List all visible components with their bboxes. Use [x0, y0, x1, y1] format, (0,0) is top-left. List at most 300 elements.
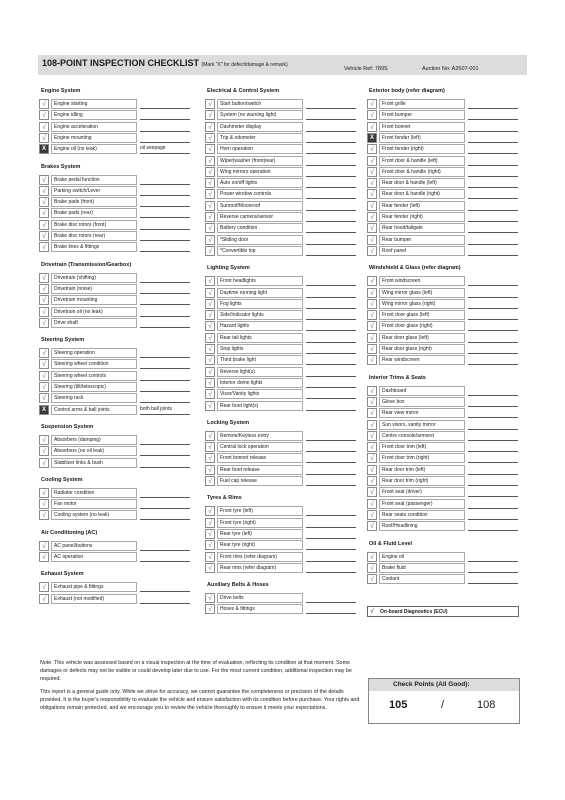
- remark-field[interactable]: [468, 333, 518, 343]
- checklist-row[interactable]: [367, 167, 519, 177]
- checklist-row[interactable]: [39, 393, 191, 403]
- remark-field[interactable]: [468, 386, 518, 396]
- checklist-row[interactable]: [367, 276, 519, 286]
- checklist-row[interactable]: [205, 593, 357, 603]
- check-mark[interactable]: √: [205, 506, 215, 516]
- checklist-row[interactable]: [205, 212, 357, 222]
- checklist-row[interactable]: [205, 201, 357, 211]
- checklist-row[interactable]: [205, 367, 357, 377]
- check-mark[interactable]: √: [205, 99, 215, 109]
- checklist-row[interactable]: [39, 295, 191, 305]
- remark-field[interactable]: [140, 499, 190, 509]
- checklist-row[interactable]: [205, 189, 357, 199]
- checklist-row[interactable]: [205, 99, 357, 109]
- remark-field[interactable]: [306, 506, 356, 516]
- remark-field[interactable]: [468, 344, 518, 354]
- check-mark[interactable]: √: [205, 465, 215, 475]
- remark-field[interactable]: [468, 499, 518, 509]
- check-mark[interactable]: √: [367, 321, 377, 331]
- checklist-row[interactable]: [39, 318, 191, 328]
- remark-field[interactable]: [306, 144, 356, 154]
- remark-field[interactable]: [140, 175, 190, 185]
- check-mark[interactable]: √: [205, 344, 215, 354]
- check-mark[interactable]: √: [39, 318, 49, 328]
- remark-field[interactable]: [306, 465, 356, 475]
- remark-field[interactable]: [306, 156, 356, 166]
- remark-field[interactable]: [306, 604, 356, 614]
- remark-field[interactable]: [140, 231, 190, 241]
- checklist-row[interactable]: [367, 397, 519, 407]
- check-mark[interactable]: √: [205, 189, 215, 199]
- checklist-row[interactable]: [205, 288, 357, 298]
- checklist-row[interactable]: [367, 178, 519, 188]
- remark-field[interactable]: [468, 563, 518, 573]
- checklist-row[interactable]: [205, 604, 357, 614]
- remark-field[interactable]: [140, 318, 190, 328]
- checklist-row[interactable]: [367, 552, 519, 562]
- check-mark[interactable]: √: [205, 110, 215, 120]
- remark-field[interactable]: [306, 389, 356, 399]
- remark-field[interactable]: both ball joints: [140, 405, 190, 415]
- remark-field[interactable]: [140, 273, 190, 283]
- check-mark[interactable]: √: [39, 488, 49, 498]
- check-mark[interactable]: √: [367, 333, 377, 343]
- remark-field[interactable]: [468, 487, 518, 497]
- checklist-row[interactable]: [205, 355, 357, 365]
- remark-field[interactable]: [468, 397, 518, 407]
- check-mark[interactable]: √: [39, 446, 49, 456]
- checklist-row[interactable]: [39, 284, 191, 294]
- checklist-row[interactable]: [39, 110, 191, 120]
- check-mark[interactable]: √: [39, 99, 49, 109]
- checklist-row[interactable]: [39, 99, 191, 109]
- remark-field[interactable]: [468, 310, 518, 320]
- remark-field[interactable]: [306, 178, 356, 188]
- remark-field[interactable]: [140, 359, 190, 369]
- remark-field[interactable]: [468, 99, 518, 109]
- check-mark[interactable]: √: [367, 156, 377, 166]
- remark-field[interactable]: [468, 246, 518, 256]
- checklist-row[interactable]: [205, 552, 357, 562]
- remark-field[interactable]: [140, 541, 190, 551]
- remark-field[interactable]: [140, 110, 190, 120]
- remark-field[interactable]: [306, 367, 356, 377]
- check-mark[interactable]: √: [367, 499, 377, 509]
- checklist-row[interactable]: [205, 378, 357, 388]
- remark-field[interactable]: [468, 442, 518, 452]
- remark-field[interactable]: [468, 201, 518, 211]
- checklist-row[interactable]: [367, 465, 519, 475]
- remark-field[interactable]: [140, 552, 190, 562]
- check-mark[interactable]: √: [39, 208, 49, 218]
- check-mark[interactable]: √: [39, 197, 49, 207]
- check-mark[interactable]: √: [39, 393, 49, 403]
- remark-field[interactable]: [468, 453, 518, 463]
- remark-field[interactable]: [468, 510, 518, 520]
- checklist-row[interactable]: [367, 344, 519, 354]
- checklist-row[interactable]: [367, 510, 519, 520]
- checklist-row[interactable]: [39, 307, 191, 317]
- checklist-row[interactable]: [205, 144, 357, 154]
- check-mark[interactable]: √: [39, 242, 49, 252]
- remark-field[interactable]: [306, 378, 356, 388]
- check-mark[interactable]: √: [367, 397, 377, 407]
- remark-field[interactable]: [306, 110, 356, 120]
- remark-field[interactable]: [468, 223, 518, 233]
- checklist-row[interactable]: [367, 563, 519, 573]
- check-mark[interactable]: √: [205, 431, 215, 441]
- check-mark[interactable]: √: [205, 167, 215, 177]
- checklist-row[interactable]: [367, 99, 519, 109]
- check-mark[interactable]: √: [367, 552, 377, 562]
- check-mark[interactable]: √: [39, 371, 49, 381]
- checklist-row[interactable]: [39, 208, 191, 218]
- check-mark[interactable]: √: [205, 178, 215, 188]
- checklist-row[interactable]: [205, 110, 357, 120]
- checklist-row[interactable]: [205, 235, 357, 245]
- checklist-row[interactable]: [367, 321, 519, 331]
- checklist-row[interactable]: [367, 431, 519, 441]
- remark-field[interactable]: [468, 167, 518, 177]
- check-mark[interactable]: √: [39, 284, 49, 294]
- check-mark[interactable]: √: [367, 408, 377, 418]
- check-mark[interactable]: √: [367, 431, 377, 441]
- checklist-row[interactable]: [205, 540, 357, 550]
- checklist-row[interactable]: [39, 359, 191, 369]
- remark-field[interactable]: [306, 453, 356, 463]
- check-mark[interactable]: √: [39, 458, 49, 468]
- check-mark[interactable]: √: [367, 144, 377, 154]
- check-mark[interactable]: √: [367, 487, 377, 497]
- check-mark[interactable]: √: [367, 310, 377, 320]
- check-mark[interactable]: √: [39, 348, 49, 358]
- checklist-row[interactable]: [205, 442, 357, 452]
- check-mark[interactable]: √: [367, 235, 377, 245]
- remark-field[interactable]: [468, 156, 518, 166]
- check-mark[interactable]: √: [367, 574, 377, 584]
- checklist-row[interactable]: [205, 299, 357, 309]
- checklist-row[interactable]: [205, 133, 357, 143]
- checklist-row[interactable]: [205, 506, 357, 516]
- check-mark[interactable]: √: [205, 401, 215, 411]
- check-mark[interactable]: √: [39, 110, 49, 120]
- check-mark[interactable]: √: [367, 476, 377, 486]
- check-mark[interactable]: √: [367, 453, 377, 463]
- check-mark[interactable]: √: [39, 552, 49, 562]
- checklist-row[interactable]: [39, 231, 191, 241]
- check-mark[interactable]: √: [39, 186, 49, 196]
- remark-field[interactable]: [140, 284, 190, 294]
- remark-field[interactable]: [306, 321, 356, 331]
- check-mark[interactable]: √: [367, 276, 377, 286]
- remark-field[interactable]: [468, 574, 518, 584]
- remark-field[interactable]: [468, 189, 518, 199]
- check-mark[interactable]: √: [39, 510, 49, 520]
- check-mark[interactable]: √: [367, 510, 377, 520]
- remark-field[interactable]: [140, 371, 190, 381]
- checklist-row[interactable]: [205, 310, 357, 320]
- remark-field[interactable]: [306, 223, 356, 233]
- remark-field[interactable]: [140, 242, 190, 252]
- remark-field[interactable]: [306, 189, 356, 199]
- remark-field[interactable]: [306, 476, 356, 486]
- remark-field[interactable]: [468, 521, 518, 531]
- check-mark[interactable]: √: [205, 133, 215, 143]
- remark-field[interactable]: [468, 133, 518, 143]
- check-mark[interactable]: √: [367, 465, 377, 475]
- checklist-row[interactable]: [205, 178, 357, 188]
- remark-field[interactable]: [306, 442, 356, 452]
- check-mark[interactable]: √: [39, 220, 49, 230]
- checklist-row[interactable]: [367, 110, 519, 120]
- remark-field[interactable]: [306, 299, 356, 309]
- remark-field[interactable]: [468, 355, 518, 365]
- remark-field[interactable]: [140, 488, 190, 498]
- check-mark[interactable]: √: [367, 521, 377, 531]
- remark-field[interactable]: [468, 110, 518, 120]
- checklist-row[interactable]: [205, 333, 357, 343]
- checklist-row[interactable]: [367, 574, 519, 584]
- remark-field[interactable]: [306, 333, 356, 343]
- remark-field[interactable]: [140, 510, 190, 520]
- check-mark[interactable]: √: [205, 212, 215, 222]
- remark-field[interactable]: [306, 355, 356, 365]
- remark-field[interactable]: [140, 458, 190, 468]
- checklist-row[interactable]: [367, 246, 519, 256]
- check-mark[interactable]: √: [367, 167, 377, 177]
- checklist-row[interactable]: [39, 175, 191, 185]
- obd-row[interactable]: [367, 606, 519, 617]
- checklist-row[interactable]: [205, 453, 357, 463]
- check-mark[interactable]: √: [205, 518, 215, 528]
- check-mark[interactable]: √: [205, 529, 215, 539]
- remark-field[interactable]: [468, 431, 518, 441]
- remark-field[interactable]: [140, 208, 190, 218]
- remark-field[interactable]: [468, 178, 518, 188]
- defect-mark[interactable]: X: [39, 144, 49, 154]
- checklist-row[interactable]: [39, 382, 191, 392]
- checklist-row[interactable]: [367, 499, 519, 509]
- check-mark[interactable]: √: [205, 333, 215, 343]
- checklist-row[interactable]: [367, 442, 519, 452]
- checklist-row[interactable]: [367, 144, 519, 154]
- remark-field[interactable]: [140, 582, 190, 592]
- checklist-row[interactable]: [205, 389, 357, 399]
- checklist-row[interactable]: [39, 273, 191, 283]
- check-mark[interactable]: √: [205, 144, 215, 154]
- checklist-row[interactable]: [205, 321, 357, 331]
- check-mark[interactable]: √: [39, 307, 49, 317]
- remark-field[interactable]: [306, 593, 356, 603]
- remark-field[interactable]: [468, 235, 518, 245]
- check-mark[interactable]: √: [367, 178, 377, 188]
- remark-field[interactable]: [306, 122, 356, 132]
- check-mark[interactable]: √: [39, 273, 49, 283]
- check-mark[interactable]: √: [205, 593, 215, 603]
- check-mark[interactable]: √: [39, 359, 49, 369]
- remark-field[interactable]: [140, 348, 190, 358]
- check-mark[interactable]: √: [367, 99, 377, 109]
- checklist-row[interactable]: [367, 189, 519, 199]
- checklist-row[interactable]: [367, 476, 519, 486]
- check-mark[interactable]: √: [367, 563, 377, 573]
- check-mark[interactable]: √: [367, 299, 377, 309]
- check-mark[interactable]: √: [367, 355, 377, 365]
- remark-field[interactable]: [306, 431, 356, 441]
- check-mark[interactable]: √: [205, 223, 215, 233]
- check-mark[interactable]: √: [39, 499, 49, 509]
- remark-field[interactable]: [468, 276, 518, 286]
- remark-field[interactable]: [140, 594, 190, 604]
- checklist-row[interactable]: [205, 344, 357, 354]
- check-mark[interactable]: √: [39, 582, 49, 592]
- checklist-row[interactable]: [205, 476, 357, 486]
- remark-field[interactable]: [468, 144, 518, 154]
- checklist-row[interactable]: [39, 405, 191, 415]
- checklist-row[interactable]: [39, 371, 191, 381]
- checklist-row[interactable]: [367, 453, 519, 463]
- remark-field[interactable]: [140, 186, 190, 196]
- checklist-row[interactable]: [205, 246, 357, 256]
- check-mark[interactable]: √: [367, 223, 377, 233]
- checklist-row[interactable]: [205, 122, 357, 132]
- check-mark[interactable]: √: [205, 201, 215, 211]
- checklist-row[interactable]: [367, 235, 519, 245]
- check-mark[interactable]: √: [367, 386, 377, 396]
- check-mark[interactable]: √: [205, 378, 215, 388]
- check-mark[interactable]: √: [39, 541, 49, 551]
- remark-field[interactable]: oil seepage: [140, 144, 190, 154]
- checklist-row[interactable]: [205, 167, 357, 177]
- remark-field[interactable]: [306, 540, 356, 550]
- checklist-row[interactable]: [205, 276, 357, 286]
- checklist-row[interactable]: [367, 355, 519, 365]
- checklist-row[interactable]: [367, 310, 519, 320]
- remark-field[interactable]: [306, 310, 356, 320]
- check-mark[interactable]: √: [39, 175, 49, 185]
- checklist-row[interactable]: [39, 197, 191, 207]
- check-mark[interactable]: √: [39, 133, 49, 143]
- remark-field[interactable]: [140, 295, 190, 305]
- checklist-row[interactable]: [367, 156, 519, 166]
- remark-field[interactable]: [306, 344, 356, 354]
- checklist-row[interactable]: [39, 133, 191, 143]
- remark-field[interactable]: [306, 167, 356, 177]
- check-mark[interactable]: √: [205, 321, 215, 331]
- check-mark[interactable]: √: [205, 453, 215, 463]
- check-mark[interactable]: √: [367, 189, 377, 199]
- remark-field[interactable]: [468, 476, 518, 486]
- check-mark[interactable]: √: [39, 435, 49, 445]
- remark-field[interactable]: [468, 212, 518, 222]
- checklist-row[interactable]: [367, 521, 519, 531]
- checklist-row[interactable]: [205, 401, 357, 411]
- checklist-row[interactable]: [39, 144, 191, 154]
- check-mark[interactable]: √: [205, 389, 215, 399]
- check-mark[interactable]: √: [39, 122, 49, 132]
- remark-field[interactable]: [306, 563, 356, 573]
- check-mark[interactable]: √: [205, 355, 215, 365]
- remark-field[interactable]: [140, 220, 190, 230]
- checklist-row[interactable]: [39, 435, 191, 445]
- check-mark[interactable]: √: [39, 231, 49, 241]
- check-mark[interactable]: √: [205, 299, 215, 309]
- check-mark[interactable]: √: [205, 367, 215, 377]
- remark-field[interactable]: [140, 197, 190, 207]
- check-mark[interactable]: √: [367, 344, 377, 354]
- checklist-row[interactable]: [39, 122, 191, 132]
- check-mark[interactable]: √: [205, 476, 215, 486]
- remark-field[interactable]: [468, 299, 518, 309]
- checklist-row[interactable]: [39, 488, 191, 498]
- remark-field[interactable]: [468, 321, 518, 331]
- checklist-row[interactable]: [39, 220, 191, 230]
- remark-field[interactable]: [468, 420, 518, 430]
- remark-field[interactable]: [468, 465, 518, 475]
- check-mark[interactable]: √: [205, 563, 215, 573]
- remark-field[interactable]: [306, 518, 356, 528]
- remark-field[interactable]: [140, 393, 190, 403]
- remark-field[interactable]: [140, 435, 190, 445]
- checklist-row[interactable]: [205, 465, 357, 475]
- checklist-row[interactable]: [367, 122, 519, 132]
- checklist-row[interactable]: [367, 420, 519, 430]
- checklist-row[interactable]: [39, 186, 191, 196]
- checklist-row[interactable]: [367, 223, 519, 233]
- remark-field[interactable]: [140, 133, 190, 143]
- check-mark[interactable]: √: [205, 540, 215, 550]
- remark-field[interactable]: [468, 122, 518, 132]
- remark-field[interactable]: [306, 529, 356, 539]
- remark-field[interactable]: [306, 133, 356, 143]
- remark-field[interactable]: [140, 99, 190, 109]
- checklist-row[interactable]: [205, 563, 357, 573]
- check-mark[interactable]: √: [367, 212, 377, 222]
- checklist-row[interactable]: [367, 333, 519, 343]
- checklist-row[interactable]: [367, 133, 519, 143]
- remark-field[interactable]: [468, 408, 518, 418]
- remark-field[interactable]: [140, 307, 190, 317]
- checklist-row[interactable]: [205, 529, 357, 539]
- remark-field[interactable]: [468, 552, 518, 562]
- checklist-row[interactable]: [39, 510, 191, 520]
- remark-field[interactable]: [306, 235, 356, 245]
- defect-mark[interactable]: X: [39, 405, 49, 415]
- check-mark[interactable]: √: [367, 201, 377, 211]
- checklist-row[interactable]: [39, 499, 191, 509]
- check-mark[interactable]: √: [39, 382, 49, 392]
- checklist-row[interactable]: [367, 299, 519, 309]
- remark-field[interactable]: [468, 288, 518, 298]
- check-mark[interactable]: √: [39, 295, 49, 305]
- checklist-row[interactable]: [39, 458, 191, 468]
- remark-field[interactable]: [306, 276, 356, 286]
- checklist-row[interactable]: [367, 386, 519, 396]
- remark-field[interactable]: [306, 552, 356, 562]
- check-mark[interactable]: √: [205, 552, 215, 562]
- check-mark[interactable]: √: [205, 604, 215, 614]
- checklist-row[interactable]: [367, 408, 519, 418]
- checklist-row[interactable]: [39, 446, 191, 456]
- check-mark[interactable]: √: [367, 420, 377, 430]
- check-mark[interactable]: √: [205, 288, 215, 298]
- checklist-row[interactable]: [39, 552, 191, 562]
- check-mark[interactable]: √: [205, 156, 215, 166]
- checklist-row[interactable]: [39, 348, 191, 358]
- checklist-row[interactable]: [205, 156, 357, 166]
- check-mark[interactable]: √: [205, 310, 215, 320]
- checklist-row[interactable]: [205, 431, 357, 441]
